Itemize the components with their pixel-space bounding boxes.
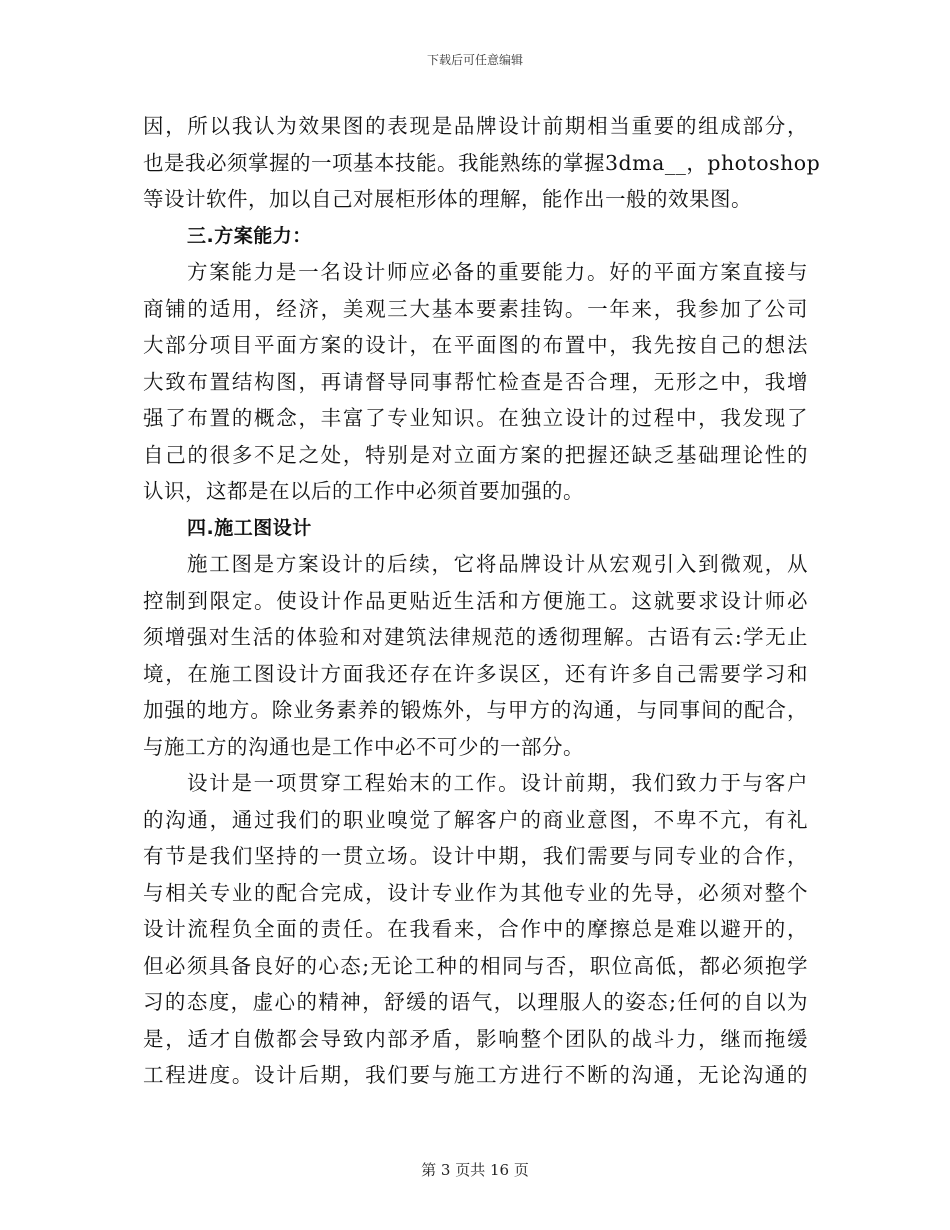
paragraph-line: 设计流程负全面的责任。在我看来，合作中的摩擦总是难以避开的， xyxy=(143,917,808,941)
paragraph-line: 须增强对生活的体验和对建筑法律规范的透彻理解。古语有云:学无止 xyxy=(143,625,808,649)
paragraph-line: 认识，这都是在以后的工作中必须首要加强的。 xyxy=(143,479,584,503)
section-heading: 四.施工图设计 xyxy=(187,516,312,539)
paragraph-line: 因，所以我认为效果图的表现是品牌设计前期相当重要的组成部分， xyxy=(143,114,808,138)
paragraph-line: 与施工方的沟通也是工作中必不可少的一部分。 xyxy=(143,734,584,759)
document-body xyxy=(143,108,821,1094)
paragraph-line: 大致布置结构图，再请督导同事帮忙检查是否合理，无形之中，我增 xyxy=(143,369,808,394)
paragraph-line: 商铺的适用，经济，美观三大基本要素挂钩。一年来，我参加了公司 xyxy=(143,296,808,321)
paragraph-line: 自己的很多不足之处，特别是对立面方案的把握还缺乏基础理论性的 xyxy=(143,442,808,467)
paragraph-line: 是，适才自傲都会导致内部矛盾，影响整个团队的战斗力，继而拖缓 xyxy=(143,1026,808,1051)
paragraph-line: 也是我必须掌握的一项基本技能。我能熟练的掌握3dma__，photoshop xyxy=(143,150,821,175)
paragraph-line: 但必须具备良好的心态;无论工种的相同与否，职位高低，都必须抱学 xyxy=(143,953,808,978)
page-number: 第 3 页共 16 页 xyxy=(421,1161,529,1179)
paragraph-line: 境，在施工图设计方面我还存在许多误区，还有许多自己需要学习和 xyxy=(143,661,808,686)
paragraph-line: 的沟通，通过我们的职业嗅觉了解客户的商业意图，不卑不亢，有礼 xyxy=(143,807,808,832)
paragraph-line: 方案能力是一名设计师应必备的重要能力。好的平面方案直接与 xyxy=(187,260,808,284)
page-header: 下载后可任意编辑 xyxy=(426,53,523,67)
paragraph-line: 有节是我们坚持的一贯立场。设计中期，我们需要与同专业的合作， xyxy=(143,844,808,868)
paragraph-line: 习的态度，虚心的精神，舒缓的语气，以理服人的姿态;任何的自以为 xyxy=(143,990,808,1014)
paragraph-line: 与相关专业的配合完成，设计专业作为其他专业的先导，必须对整个 xyxy=(143,880,808,905)
paragraph-line: 加强的地方。除业务素养的锻炼外，与甲方的沟通，与同事间的配合， xyxy=(143,698,808,722)
paragraph-line: 等设计软件，加以自己对展柜形体的理解，能作出一般的效果图。 xyxy=(143,187,752,211)
paragraph-line: 施工图是方案设计的后续，它将品牌设计从宏观引入到微观，从 xyxy=(187,552,808,576)
paragraph-line: 大部分项目平面方案的设计，在平面图的布置中，我先按自己的想法 xyxy=(143,333,808,357)
paragraph-line: 工程进度。设计后期，我们要与施工方进行不断的沟通，无论沟通的 xyxy=(143,1063,808,1087)
paragraph-line: 控制到限定。使设计作品更贴近生活和方便施工。这就要求设计师必 xyxy=(143,588,808,613)
paragraph-line: 设计是一项贯穿工程始末的工作。设计前期，我们致力于与客户 xyxy=(187,771,808,795)
paragraph-line: 强了布置的概念，丰富了专业知识。在独立设计的过程中，我发现了 xyxy=(143,406,808,430)
section-heading: 三.方案能力： xyxy=(187,224,312,247)
